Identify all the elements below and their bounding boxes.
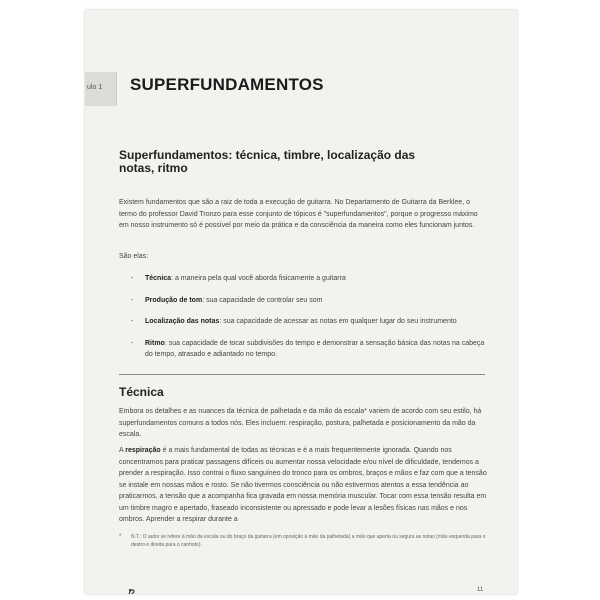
list-item-term: Localização das notas — [145, 318, 220, 325]
list-item-text: : sua capacidade de controlar seu som — [202, 296, 323, 304]
chapter-tab — [85, 72, 117, 106]
respiracao-term: respiração — [125, 447, 161, 454]
list-item — [119, 338, 489, 361]
list-item-text: : sua capacidade de acessar as notas em qualquer lugar do seu instrumento — [219, 318, 457, 325]
list-item — [119, 316, 489, 328]
page-number: 11 — [477, 587, 484, 593]
bullet-dash: - — [131, 318, 134, 325]
list-item — [119, 273, 489, 285]
tecnica-paragraph: Embora os detalhes e as nuances da técnica de palhetada e da mão da escala* variem de acordo com seu estilo, há superfundamentos comuns a todos nós. Eles incluem: respiração, postura, palhetada e posicionamento da mão da escala. — [119, 408, 482, 438]
list-item-term: Produção de tom — [145, 296, 203, 304]
section-heading: Superfundamentos: técnica, timbre, localização das notas, ritmo — [119, 148, 416, 175]
list-item-text: : sua capacidade de tocar subdivisões do tempo e demonstrar a sensação básica das notas na cabeça do tempo, atrasado e adiantado no tempo. — [145, 339, 485, 358]
section-divider — [119, 374, 485, 375]
list-item-term: Técnica — [145, 275, 172, 282]
chapter-title: SUPERFUNDAMENTOS — [130, 75, 324, 94]
footnote-mark: * — [119, 534, 122, 540]
book-page — [85, 10, 517, 594]
publisher-logo-icon — [127, 587, 137, 594]
respiracao-paragraph — [119, 445, 489, 526]
footnote: N.T.: O autor se refere à mão da escala ou do braço da guitarra (em oposição à mão da palhetada) a mão que aperta ou segura as notas (mão esquerda para o destro e direita para o canhoto). — [131, 534, 486, 548]
respiracao-prefix: A — [119, 447, 126, 454]
bullet-dash: - — [131, 275, 134, 282]
superfundamentals-list — [119, 273, 489, 361]
intro-paragraph: Existem fundamentos que são a raiz de toda a execução de guitarra. No Departamento de Guitarra da Berklee, o termo do professor David Tronzo para esse conjunto de tópicos é "superfundamentos", porque o progresso máximo em nosso instrumento só é possível por meio da prática e da consciência da maneira como eles funcionam juntos. — [119, 199, 478, 229]
list-intro: São elas: — [119, 253, 149, 260]
list-item-term: Ritmo — [145, 339, 165, 347]
bullet-dash: - — [131, 339, 134, 347]
list-item — [119, 295, 489, 307]
section-heading-tecnica: Técnica — [119, 385, 164, 399]
respiracao-text: é a mais fundamental de todas as técnicas e é a mais frequentemente ignorada. Quando nos concentramos para praticar passagens difíceis ou aumentar nossa velocidade e/ou nível de dificuldade, tendemos a prender a respiração. Isso contrai o fluxo sanguíneo do tronco para os ombros, braços e mãos e faz com que a tensão se instale em nossas mãos e rosto. Se não tivermos consciência ou não estivermos atentos a essa tendência ao praticarmos, a tensão que a acompanha fica gravada em nossa memória muscular. Tocar com essa tensão resulta em um timbre magro e apertado, fraseado inconsistente ou apressado e pode levar a lesões físicas nas mãos e nos ombros. Aprender a respirar durante a — [119, 447, 487, 523]
list-item-text: : a maneira pela qual você aborda fisicamente a guitarra — [171, 275, 346, 282]
chapter-tab-label: ulo 1 — [87, 84, 103, 91]
bullet-dash: - — [131, 296, 134, 304]
